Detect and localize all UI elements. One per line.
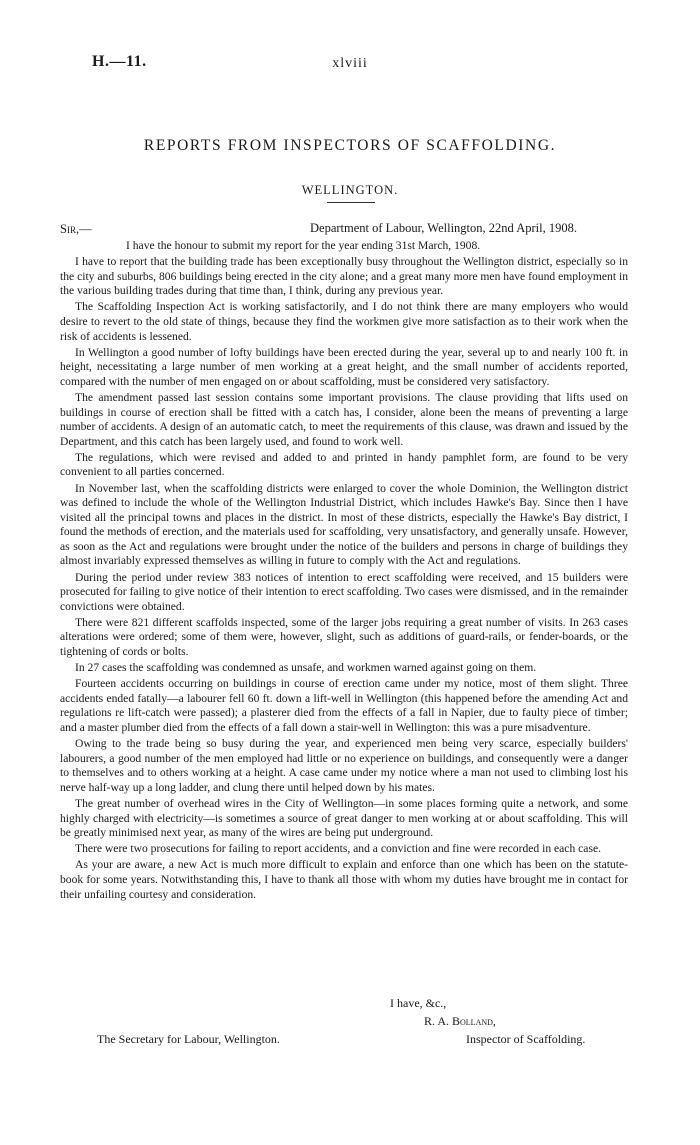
paragraph: In November last, when the scaffolding districts were enlarged to cover the whole Dominion, the Wellington district was defined to include the whole of the Wellington Industrial District, which includes Hawke's Bay. Since then I have visited all the principal towns and places in the district. In most of these districts, especially the Hawke's Bay district, I found the methods of erection, and the materials used for scaffolding, very unsatisfactory, and generally unsafe. However, as soon as the Act and regulations were brought under the notice of the builders and persons in charge of buildings they almost invariably expressed themselves as willing in future to comply with the Act and regulations. (60, 481, 628, 568)
paragraph: I have to report that the building trade has been exceptionally busy throughout the Wellington district, especially so in the city and suburbs, 806 buildings being erected in the city alone; and a great many more men have found employment in the various building trades during that time than, I think, during any previous year. (60, 255, 628, 298)
dateline: Department of Labour, Wellington, 22nd April, 1908. (310, 221, 577, 235)
closing-phrase: I have, &c., (390, 996, 447, 1010)
paragraph: There were 821 different scaffolds inspected, some of the larger jobs requiring a great number of visits. In 263 cases alterations were ordered; some of them were, however, slight, such as additions of guard-rails, or fender-boards, or the tightening of cords or bolts. (60, 615, 628, 659)
paragraph: The great number of overhead wires in the City of Wellington—in some places forming quite a network, and some highly charged with electricity—is sometimes a source of great danger to men working at or about scaffolding. This will be greatly minimised next year, as many of the wires are being put underground. (60, 796, 628, 840)
paragraph: There were two prosecutions for failing to report accidents, and a conviction and fine were recorded in each case. (75, 842, 601, 856)
paragraph: In 27 cases the scaffolding was condemned as unsafe, and workmen warned against going on them. (75, 661, 537, 675)
paragraph: As your are aware, a new Act is much more difficult to explain and enforce than one which has been on the statute-book for some years. Notwithstanding this, I have to thank all those with whom my duties have brought me in contact for their unfailing courtesy and consideration. (60, 858, 628, 901)
paragraph: In Wellington a good number of lofty buildings have been erected during the year, several up to and nearly 100 ft. in height, necessitating a large number of men working at a great height, and the small number of accidents reported, compared with the number of men engaged on or about scaffolding, must be considered very satisfactory. (60, 345, 628, 388)
page-number: xlviii (332, 56, 368, 71)
paragraph: Fourteen accidents occurring on buildings in course of erection came under my notice, most of them slight. Three accidents ended fatally—a labourer fell 60 ft. down a lift-well in Wellington (this happened before the amending Act and regulations re lift-catch were passed); a plasterer died from the effects of a fall in Napier, due to faulty piece of timber; and a master plumber died from the effects of a fall down a stair-well in Wellington: this was a pure misadventure. (60, 677, 628, 734)
letter-body (60, 239, 628, 904)
paragraph: I have the honour to submit my report for the year ending 31st March, 1908. (126, 239, 481, 252)
salutation: Sir,— (60, 222, 92, 236)
paragraph: Owing to the trade being so busy during the year, and experienced men being very scarce, especially builders' labourers, a good number of the men employed had little or no experience on buildings, and consequently were a danger to themselves and to others working at a height. A case came under my notice where a man not used to climbing lost his nerve half-way up a long ladder, and clung there until helped down by his mates. (60, 737, 628, 794)
paragraph: The regulations, which were revised and added to and printed in handy pamphlet form, are found to be very convenient to all parties concerned. (60, 450, 628, 479)
paragraph: The amendment passed last session contains some important provisions. The clause providing that lifts used on buildings in course of erection shall be fitted with a catch has, I consider, alone been the means of preventing a large number of accidents. A design of an automatic catch, to meet the requirements of this clause, was drawn and issued by the Department, and this catch has been largely used, and found to work well. (60, 390, 628, 448)
document-reference: H.—11. (92, 53, 147, 70)
signer-name: R. A. Bolland, (424, 1014, 496, 1028)
paragraph: The Scaffolding Inspection Act is working satisfactorily, and I do not think there are many employers who would desire to revert to the old state of things, because they find the workmen give more satisfaction as to their work when the risk of accidents is lessened. (60, 300, 628, 343)
signer-title: Inspector of Scaffolding. (466, 1032, 586, 1046)
heading-divider (327, 202, 375, 203)
paragraph: During the period under review 383 notices of intention to erect scaffolding were received, and 15 builders were prosecuted for failing to give notice of their intention to erect scaffolding. Two cases were dismissed, and in the remainder convictions were obtained. (60, 570, 628, 613)
addressee: The Secretary for Labour, Wellington. (97, 1032, 280, 1046)
section-heading: WELLINGTON. (301, 183, 399, 197)
page-title: REPORTS FROM INSPECTORS OF SCAFFOLDING. (143, 137, 557, 154)
